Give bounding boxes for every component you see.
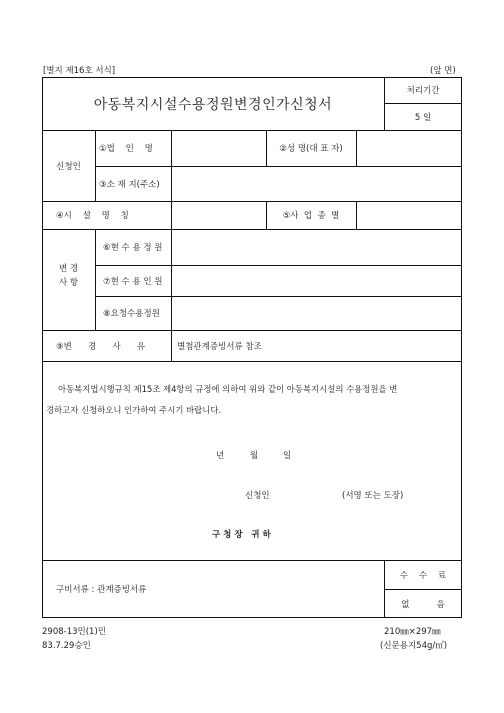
business-type-label: ⑤사 업 종 별 <box>282 211 340 221</box>
statement-line-2: 경하고자 신청하오니 인가하여 주시기 바랍니다. <box>46 405 222 415</box>
form-code: 2908-13민(1)민 <box>42 627 106 637</box>
change-reason-label: ⑨변 경 사 유 <box>56 341 146 352</box>
corporation-name-field[interactable] <box>171 130 266 166</box>
addressee: 구 청 장 귀 하 <box>212 530 271 540</box>
approval-date: 83.7.29승인 <box>42 641 91 651</box>
representative-name-label: ②성 명(대 표 자) <box>279 144 343 154</box>
fee-label: 수 수 료 <box>399 570 447 581</box>
form-number: [별지 제16호 서식] <box>43 66 116 76</box>
form-title: 아동복지시설수용정원변경인가신청서 <box>93 96 333 113</box>
current-residents-field[interactable] <box>171 265 462 296</box>
processing-period-value: 5 일 <box>414 112 432 123</box>
statement-line-1: 아동복지법시행규칙 제15조 제4항의 규정에 의하여 위와 같이 아동복지시설의 수용정원을 변 <box>58 384 398 394</box>
signature-note: (서명 또는 도장) <box>342 491 404 501</box>
applicant-group-label: 신청인 <box>56 161 81 172</box>
corporation-name-label: ①법 인 명 <box>99 144 153 154</box>
representative-name-field[interactable] <box>356 130 462 166</box>
date-day-label: 일 <box>283 451 292 461</box>
current-residents-label: ⑦현 수 용 인 원 <box>103 276 163 287</box>
fee-value: 없 음 <box>401 599 445 610</box>
current-capacity-label: ⑥현 수 용 정 원 <box>103 243 163 253</box>
address-field[interactable] <box>171 166 462 201</box>
requested-capacity-label: ⑧요청수용정원 <box>103 309 160 319</box>
date-month-label: 월 <box>250 451 259 461</box>
application-statement <box>46 379 458 421</box>
signature-applicant-label: 신청인 <box>245 491 270 501</box>
date-year-label: 년 <box>216 451 225 461</box>
change-items-group-line1: 변 경 <box>58 264 79 274</box>
change-reason-field[interactable]: 별첨관계증빙서류 참조 <box>177 341 262 352</box>
paper-size: 210㎜×297㎜ <box>384 627 441 637</box>
change-items-group-label <box>42 262 95 290</box>
facility-name-label: ④시 설 명 칭 <box>56 211 129 221</box>
change-items-group-line2: 사 항 <box>58 278 79 288</box>
facility-name-field[interactable] <box>171 201 266 229</box>
paper-type: (신문용지54g/㎡) <box>380 641 448 651</box>
required-documents: 구비서류 : 관계증빙서류 <box>56 585 147 595</box>
page-side-label: (앞 면) <box>430 66 456 76</box>
current-capacity-field[interactable] <box>171 229 462 265</box>
processing-period-label: 처리기간 <box>406 86 440 96</box>
business-type-field[interactable] <box>356 201 462 229</box>
requested-capacity-field[interactable] <box>171 296 462 330</box>
address-label: ③소 재 지(주소) <box>99 179 160 190</box>
